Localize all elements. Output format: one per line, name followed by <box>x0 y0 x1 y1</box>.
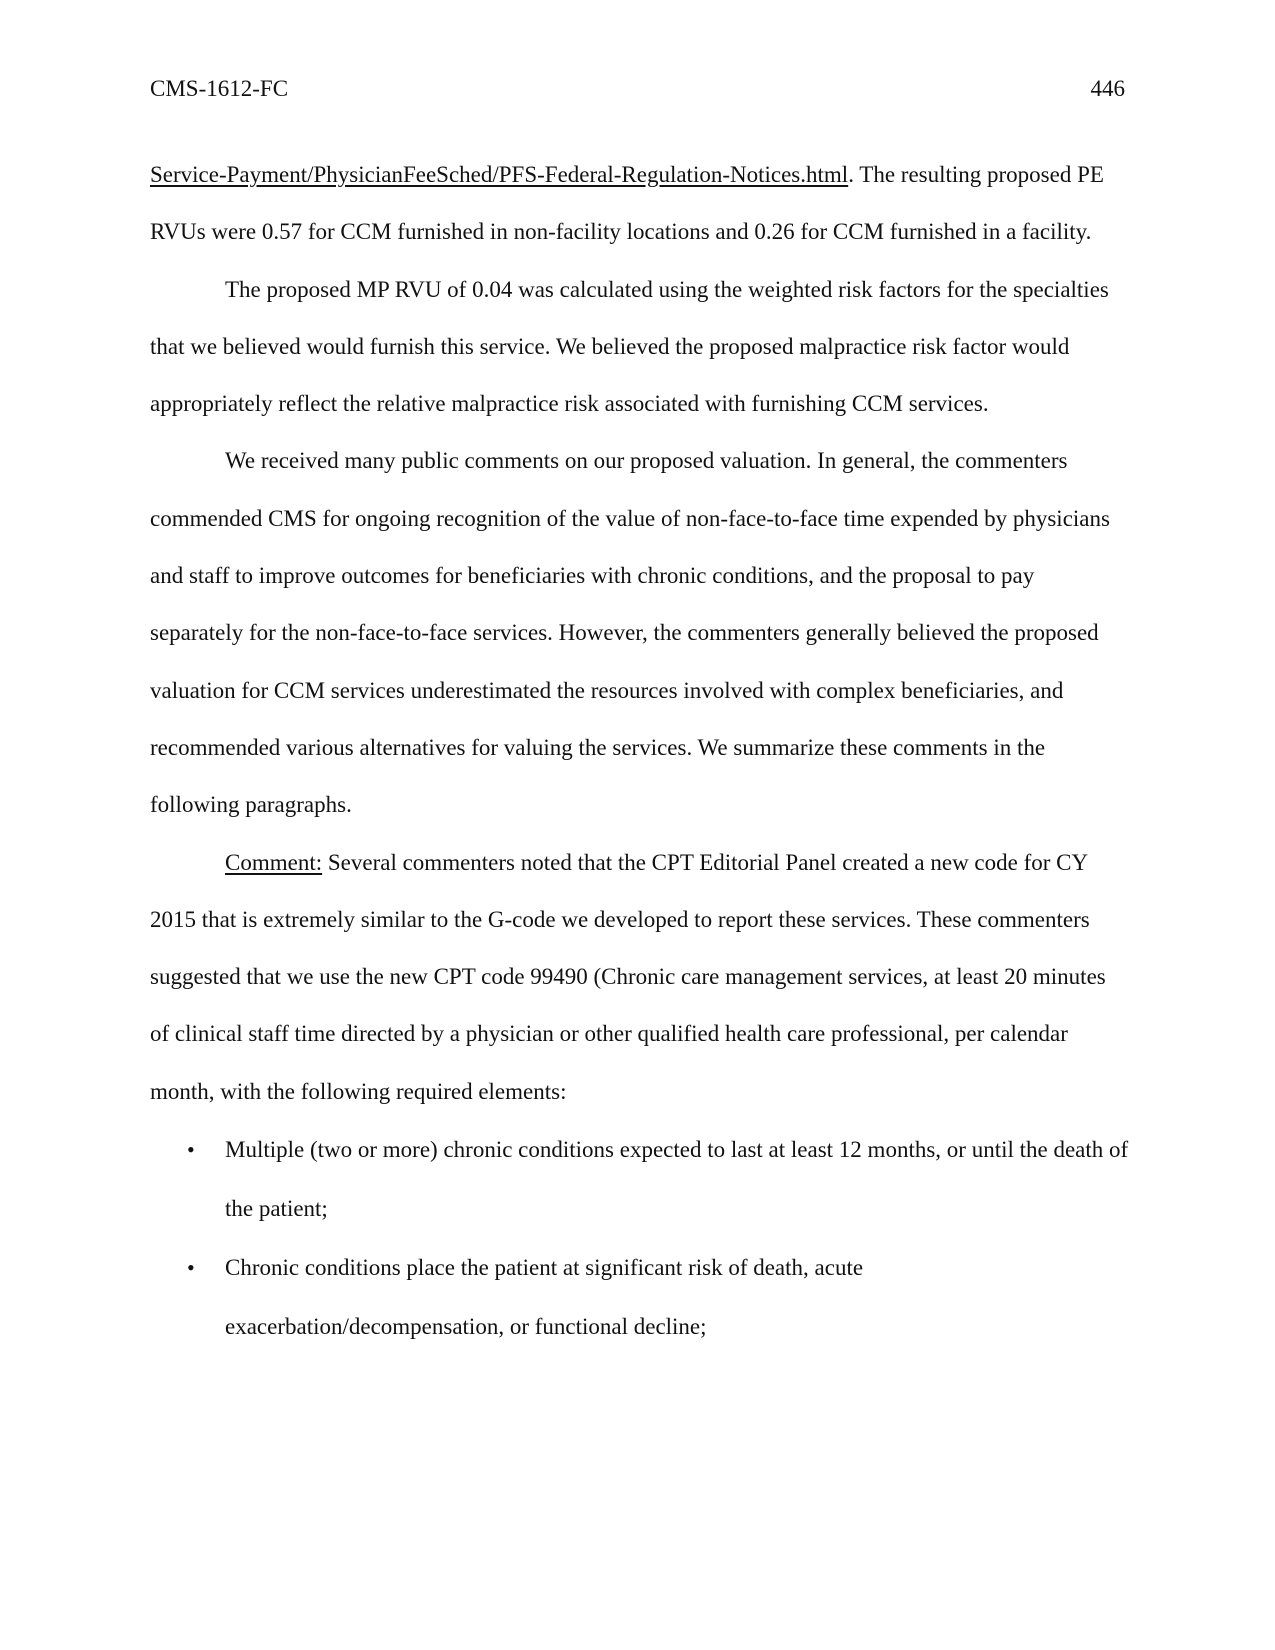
page-number: 446 <box>1090 76 1125 101</box>
comment-text: Several commenters noted that the CPT Editorial Panel created a new code for CY 2015 that is extremely similar to the G-code we developed to report these services. These commenters suggested that we use the new CPT code 99490 (Chronic care management services, at least 20 minutes of clinical staff time directed by a physician or other qualified health care professional, per calendar month, with the following required elements: <box>150 849 1106 1104</box>
comment-label: Comment: <box>225 849 323 875</box>
paragraph-pe-rvus <box>150 146 1130 261</box>
list-item-text: Multiple (two or more) chronic conditions expected to last at least 12 months, or until the death of the patient; <box>225 1137 1129 1222</box>
bullet-icon: • <box>187 1255 195 1281</box>
bullet-icon: • <box>187 1137 195 1163</box>
paragraph-pe-rvus-text: . The resulting proposed PE RVUs were 0.57 for CCM furnished in non-facility locations and 0.26 for CCM furnished in a facility. <box>150 162 1104 245</box>
regulation-notices-link[interactable]: Service-Payment/PhysicianFeeSched/PFS-Federal-Regulation-Notices.html <box>150 162 849 187</box>
list-item-text: Chronic conditions place the patient at significant risk of death, acute exacerbation/decompensation, or functional decline; <box>225 1255 864 1340</box>
paragraph-public-comments: We received many public comments on our proposed valuation. In general, the commenters commended CMS for ongoing recognition of the value of non-face-to-face time expended by physicians and staff to improve outcomes for beneficiaries with chronic conditions, and the proposal to pay separately for the non-face-to-face services. However, the commenters generally believed the proposed valuation for CCM services underestimated the resources involved with complex beneficiaries, and recommended various alternatives for valuing the services. We summarize these comments in the following paragraphs. <box>150 448 1110 818</box>
list-item <box>150 1238 1130 1356</box>
paragraph-comment <box>150 834 1130 1120</box>
document-id: CMS-1612-FC <box>150 76 289 101</box>
list-item <box>150 1120 1130 1238</box>
paragraph-mp-rvu: The proposed MP RVU of 0.04 was calculated using the weighted risk factors for the specialties that we believed would furnish this service. We believed the proposed malpractice risk factor would appropriately reflect the relative malpractice risk associated with furnishing CCM services. <box>150 276 1109 417</box>
document-body <box>150 146 1130 1356</box>
required-elements-list <box>150 1120 1130 1356</box>
page-header <box>150 74 1125 104</box>
